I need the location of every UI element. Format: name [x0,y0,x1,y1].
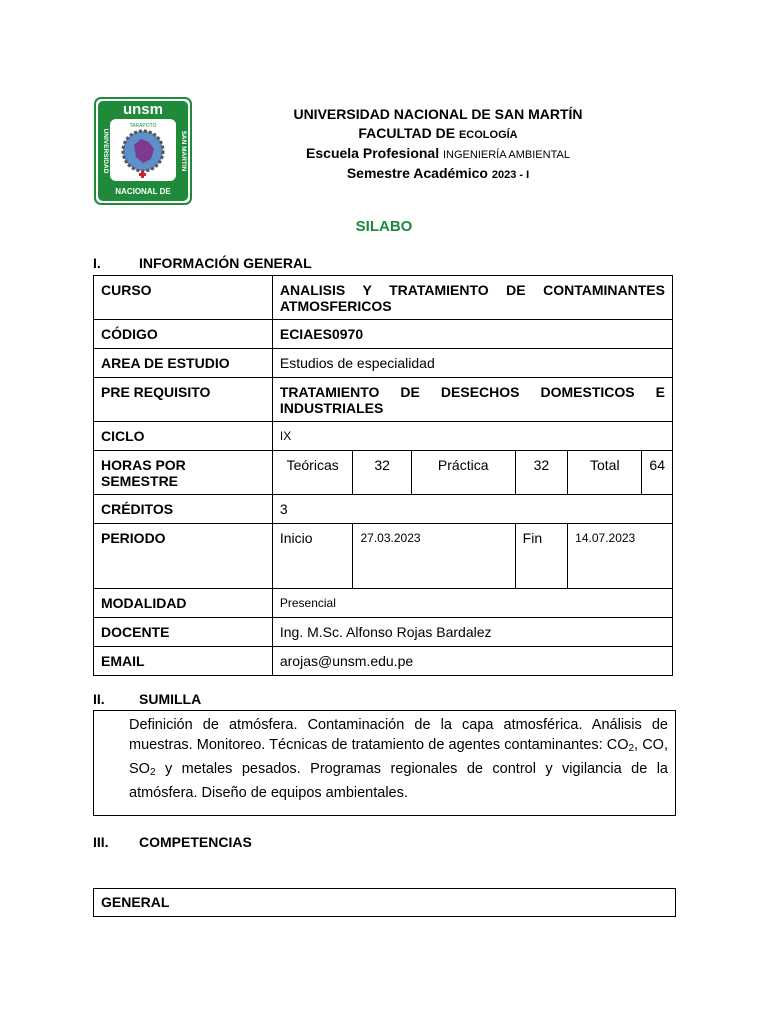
row-label: CRÉDITOS [94,495,273,524]
practica-value: 32 [515,451,568,495]
school-line: Escuela Profesional INGENIERÍA AMBIENTAL [306,145,570,161]
row-label: PERIODO [94,524,273,589]
svg-text:SAN MARTIN: SAN MARTIN [180,130,187,172]
table-row [94,524,673,589]
table-row [94,495,673,524]
teoricas-value: 32 [353,451,411,495]
table-row [94,618,673,647]
teacher-name: Ing. M.Sc. Alfonso Rojas Bardalez [272,618,672,647]
table-row [94,349,673,378]
general-label: GENERAL [101,894,170,910]
document-header [250,104,626,184]
total-value: 64 [642,451,673,495]
inicio-label: Inicio [272,524,353,589]
credits-value: 3 [272,495,672,524]
row-label: EMAIL [94,647,273,676]
general-info-table [93,275,673,676]
fin-label: Fin [515,524,568,589]
university-seal-logo [94,97,192,205]
study-area: Estudios de especialidad [272,349,672,378]
practica-label: Práctica [411,451,515,495]
university-name: UNIVERSIDAD NACIONAL DE SAN MARTÍN [293,106,583,122]
cycle-value: IX [272,422,672,451]
row-label: CICLO [94,422,273,451]
general-competence-box [93,888,676,917]
sumilla-box [93,710,676,816]
row-label: MODALIDAD [94,589,273,618]
row-label: CURSO [94,276,273,320]
row-label: PRE REQUISITO [94,378,273,422]
sumilla-text: Definición de atmósfera. Contaminación de la capa atmosférica. Análisis de muestras. Monitoreo. Técnicas de tratamiento de agentes contaminantes: $CO_2$, CO, $SO_2$ y metales pesados. Programas regionales de control y vigilancia de la atmósfera. Diseño de equipos ambientales. [129,717,668,801]
table-row [94,378,673,422]
course-name: ANALISIS Y TRATAMIENTO DE CONTAMINANTES ATMOSFERICOS [272,276,672,320]
modality-value: Presencial [272,589,672,618]
row-label: AREA DE ESTUDIO [94,349,273,378]
fin-date: 14.07.2023 [568,524,673,589]
semester-line: Semestre Académico 2023 - I [346,165,530,181]
table-row [94,276,673,320]
table-row [94,422,673,451]
teoricas-label: Teóricas [272,451,353,495]
table-row [94,451,673,495]
table-row [94,320,673,349]
table-row [94,589,673,618]
document-title: SILABO [355,218,413,235]
teacher-email: arojas@unsm.edu.pe [272,647,672,676]
course-code: ECIAES0970 [272,320,672,349]
svg-text:NACIONAL DE: NACIONAL DE [115,187,171,196]
total-label: Total [568,451,642,495]
row-label: CÓDIGO [94,320,273,349]
faculty-line: FACULTAD DE ECOLOGÍA [358,125,518,141]
table-row [94,647,673,676]
svg-text:UNIVERSIDAD: UNIVERSIDAD [102,128,109,174]
prerequisite: TRATAMIENTO DE DESECHOS DOMESTICOS E INDUSTRIALES [272,378,672,422]
inicio-date: 27.03.2023 [353,524,515,589]
row-label: HORAS POR SEMESTRE [94,451,273,495]
svg-text:unsm: unsm [122,101,164,118]
row-label: DOCENTE [94,618,273,647]
svg-text:TARAPOTO: TARAPOTO [129,123,157,129]
